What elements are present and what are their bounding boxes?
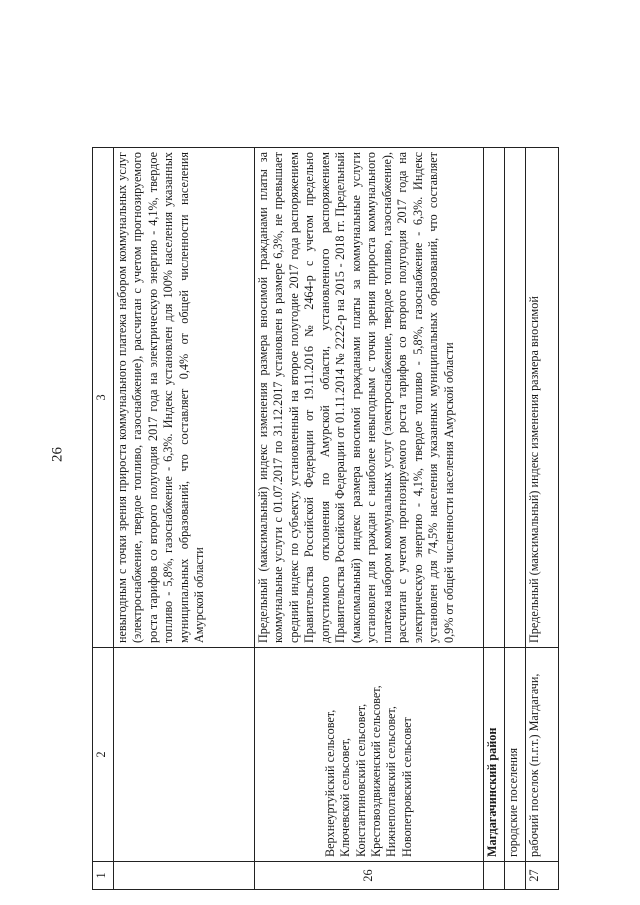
column-header-3: 3: [93, 148, 114, 648]
row-number-cell: [505, 862, 526, 890]
page-number: 26: [49, 447, 66, 462]
municipality-cell: рабочий поселок (п.г.т.) Магдагачи,: [526, 648, 559, 862]
section-row-district: [484, 148, 505, 890]
row-number-cell: 27: [526, 862, 559, 890]
column-header-row: [93, 148, 114, 890]
column-header-2: 2: [93, 648, 114, 862]
municipality-cell: [114, 648, 255, 862]
district-title: Магдагачинский район: [484, 648, 505, 862]
index-description-cell: невыгодным с точки зрения прироста коммунального платежа набором коммунальных услуг (электроснабжение, твердое топливо, газоснабжение), рассчитан с учетом прогнозируемого роста тарифов со второго полугодия 2017 года на электрическую энергию - 4,1%, твердое топливо - 5,8%, газоснабжение - 6,3%. Индекс установлен для 100% населения указанных муниципальных образований, что составляет 0,4% от общей численности населения Амурской области: [114, 148, 255, 648]
subsection-row: [505, 148, 526, 890]
rotated-document-sheet: [92, 148, 612, 890]
index-description-cell: [484, 148, 505, 648]
tariff-index-table: [92, 147, 559, 890]
row-number-cell: [484, 862, 505, 890]
index-description-cell: [505, 148, 526, 648]
column-header-1: 1: [93, 862, 114, 890]
table-row-26: [255, 148, 484, 890]
table-row-27: [526, 148, 559, 890]
row-number-cell: [114, 862, 255, 890]
index-description-cell: Предельный (максимальный) индекс изменения размера вносимой: [526, 148, 559, 648]
municipality-cell: Верхнеуртуйский сельсовет, Ключевской сельсовет, Константиновский сельсовет, Крестовоздвиженский сельсовет, Нижнеполтавский сельсовет, Новопетровский сельсовет: [255, 648, 484, 862]
subsection-title: городские поселения: [505, 648, 526, 862]
table-row-continuation: [114, 148, 255, 890]
index-description-cell: Предельный (максимальный) индекс изменения размера вносимой гражданами платы за коммунальные услуги с 01.07.2017 по 31.12.2017 установлен в размере 6,3%, не превышает средний индекс по субъекту, установленный на второе полугодие 2017 года распоряжением Правительства Российской Федерации от 19.11.2016 № 2464-р с учетом предельно допустимого отклонения по Амурской области, установленного распоряжением Правительства Российской Федерации от 01.11.2014 № 2222-р на 2015 - 2018 гг. Предельный (максимальный) индекс размера вносимой гражданами платы за коммунальные услуги установлен для граждан с наиболее невыгодным с точки зрения прироста коммунального платежа набором коммунальных услуг (электроснабжение, твердое топливо, газоснабжение), рассчитан с учетом прогнозируемого роста тарифов со второго полугодия 2017 года на электрическую энергию - 4,1%, твердое топливо - 5,8%, газоснабжение - 6,3%. Индекс установлен для 74,5% населения указанных муниципальных образований, что составляет 0,9% от общей численности населения Амурской области: [255, 148, 484, 648]
row-number-cell: 26: [255, 862, 484, 890]
